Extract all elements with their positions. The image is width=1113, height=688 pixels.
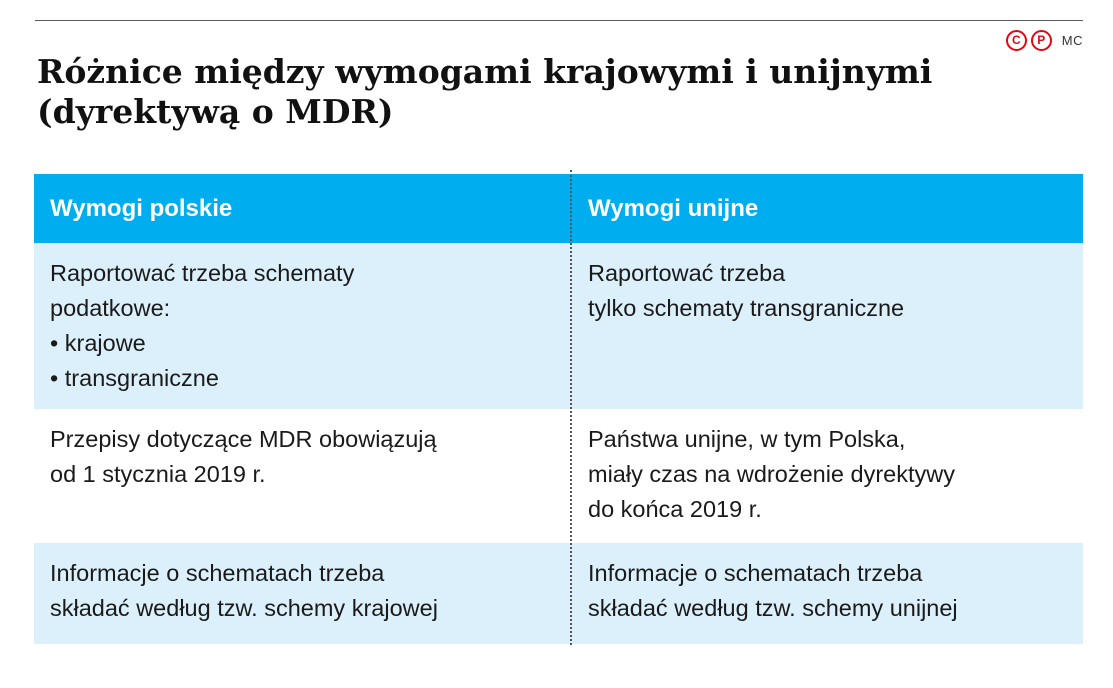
list-item: • transgraniczne <box>50 361 570 396</box>
cell-text: miały czas na wdrożenie dyrektywy <box>588 461 955 487</box>
cell-text: Przepisy dotyczące MDR obowiązują <box>50 426 437 452</box>
title-line-2: (dyrektywą o MDR) <box>37 92 394 131</box>
cell-eu <box>570 409 1083 543</box>
cell-polish <box>34 243 570 409</box>
cell-text: Raportować trzeba <box>588 260 786 286</box>
cell-text: do końca 2019 r. <box>588 496 762 522</box>
cell-text: składać według tzw. schemy krajowej <box>50 595 438 621</box>
table-header <box>34 174 1083 243</box>
column-header-eu: Wymogi unijne <box>588 194 759 222</box>
cell-text: Informacje o schematach trzeba <box>50 560 385 586</box>
bullet-list <box>50 326 570 396</box>
table-row <box>34 243 1083 409</box>
cell-text: składać według tzw. schemy unijnej <box>588 595 958 621</box>
page-title <box>37 52 997 132</box>
column-header-polish: Wymogi polskie <box>50 194 233 222</box>
credit-text: MC <box>1061 33 1083 48</box>
cell-text: tylko schematy transgraniczne <box>588 295 905 321</box>
cell-text: Państwa unijne, w tym Polska, <box>588 426 906 452</box>
cell-polish <box>34 409 570 543</box>
cell-text: od 1 stycznia 2019 r. <box>50 461 266 487</box>
credit <box>1006 30 1083 51</box>
list-item: • krajowe <box>50 326 570 361</box>
top-rule <box>35 20 1083 21</box>
cell-text: Informacje o schematach trzeba <box>588 560 923 586</box>
p-icon: P <box>1031 30 1052 51</box>
comparison-table <box>34 174 1083 644</box>
cell-polish <box>34 543 570 644</box>
cell-text: podatkowe: <box>50 295 171 321</box>
copyright-icon: C <box>1006 30 1027 51</box>
column-divider <box>570 170 572 645</box>
cell-eu <box>570 543 1083 644</box>
table-row <box>34 409 1083 543</box>
cell-text: Raportować trzeba schematy <box>50 260 355 286</box>
cell-eu <box>570 243 1083 409</box>
table-row <box>34 543 1083 644</box>
title-line-1: Różnice między wymogami krajowymi i unijnymi <box>37 52 933 91</box>
